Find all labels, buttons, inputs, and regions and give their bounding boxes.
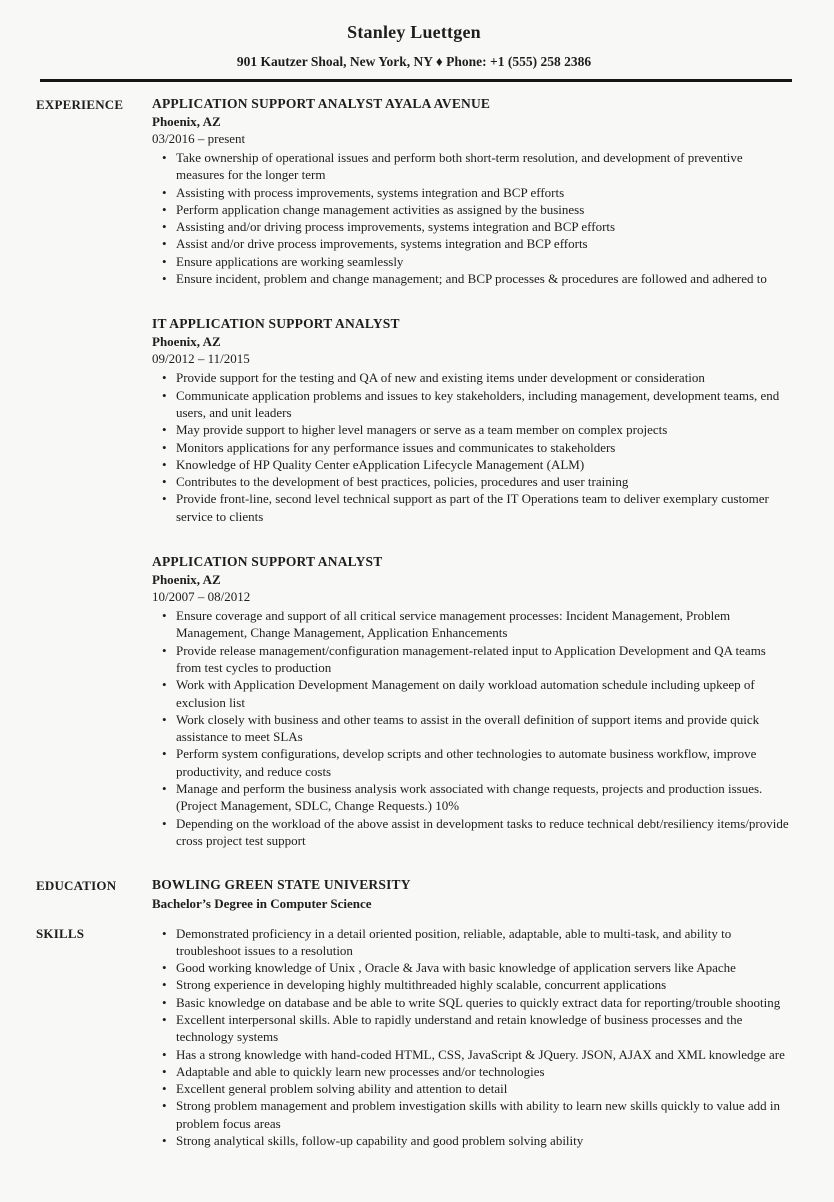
- job-title: IT APPLICATION SUPPORT ANALYST: [152, 316, 400, 332]
- bullet-item: • Has a strong knowledge with hand-coded HTML, CSS, JavaScript & JQuery. JSON, AJAX and XML knowledge are: [152, 1046, 792, 1063]
- bullet-item: • Depending on the workload of the above assist in development tasks to reduce technical debt/resiliency items/provide cross project test support: [152, 815, 792, 850]
- bullet-item: • Ensure incident, problem and change management; and BCP processes & procedures are followed and adhered to: [152, 270, 792, 287]
- job-entry: [152, 552, 792, 849]
- bullet-item: • Knowledge of HP Quality Center eApplication Lifecycle Management (ALM): [152, 456, 792, 473]
- section-label-experience: EXPERIENCE: [36, 97, 124, 112]
- job-dates: 03/2016 – present: [152, 131, 246, 146]
- resume-header: [36, 22, 792, 82]
- job-location: Phoenix, AZ: [152, 114, 221, 129]
- job-entry: [152, 94, 792, 287]
- degree-name: Bachelor’s Degree in Computer Science: [152, 896, 372, 912]
- job-bullet-list: [152, 369, 792, 525]
- bullet-item: • Demonstrated proficiency in a detail oriented position, reliable, adaptable, able to multi-task, and ability to troubleshoot issues to a resolution: [152, 925, 792, 960]
- bullet-item: • Strong analytical skills, follow-up capability and good problem solving ability: [152, 1132, 792, 1149]
- bullet-item: • Provide front-line, second level technical support as part of the IT Operations team to deliver exemplary customer service to clients: [152, 490, 792, 525]
- person-name: Stanley Luettgen: [347, 22, 481, 42]
- bullet-item: • Manage and perform the business analysis work associated with change requests, projects and production issues. (Project Management, SDLC, Change Requests.) 10%: [152, 780, 792, 815]
- skills-content: [152, 925, 792, 1150]
- bullet-item: • Ensure coverage and support of all critical service management processes: Incident Management, Problem Management, Change Management, Application Enhancements: [152, 607, 792, 642]
- bullet-item: • Excellent general problem solving ability and attention to detail: [152, 1080, 792, 1097]
- resume-body: [36, 82, 792, 1149]
- bullet-item: • Excellent interpersonal skills. Able to rapidly understand and retain knowledge of business processes and the technology systems: [152, 1011, 792, 1046]
- bullet-item: • Assisting and/or driving process improvements, systems integration and BCP efforts: [152, 218, 792, 235]
- bullet-item: • Assist and/or drive process improvements, systems integration and BCP efforts: [152, 235, 792, 252]
- bullet-item: • Communicate application problems and issues to key stakeholders, including management, development teams, end users, and unit leaders: [152, 387, 792, 422]
- section-label-education: EDUCATION: [36, 878, 117, 894]
- job-bullet-list: [152, 149, 792, 287]
- bullet-item: • Work closely with business and other teams to assist in the overall definition of support items and provide quick assistance to meet SLAs: [152, 711, 792, 746]
- bullet-item: • Basic knowledge on database and be able to write SQL queries to quickly extract data for reporting/trouble shooting: [152, 994, 792, 1011]
- section-label-skills: SKILLS: [36, 925, 85, 941]
- job-location: Phoenix, AZ: [152, 572, 221, 588]
- bullet-item: • Contributes to the development of best practices, policies, procedures and user training: [152, 473, 792, 490]
- education-content: [152, 875, 792, 912]
- bullet-item: • Provide support for the testing and QA of new and existing items under development or consideration: [152, 369, 792, 386]
- school-name: BOWLING GREEN STATE UNIVERSITY: [152, 877, 411, 893]
- bullet-item: • Ensure applications are working seamlessly: [152, 253, 792, 270]
- bullet-item: • Assisting with process improvements, systems integration and BCP efforts: [152, 184, 792, 201]
- bullet-item: • Good working knowledge of Unix , Oracle & Java with basic knowledge of application servers like Apache: [152, 959, 792, 976]
- experience-section: [36, 94, 792, 849]
- bullet-item: • Work with Application Development Management on daily workload automation schedule including upkeep of exclusion list: [152, 676, 792, 711]
- bullet-item: • Strong problem management and problem investigation skills with ability to learn new skills quickly to value add in problem focus areas: [152, 1097, 792, 1132]
- bullet-item: • May provide support to higher level managers or serve as a team member on complex projects: [152, 421, 792, 438]
- bullet-item: • Strong experience in developing highly multithreaded highly scalable, concurrent applications: [152, 976, 792, 993]
- job-bullet-list: [152, 607, 792, 849]
- bullet-item: • Take ownership of operational issues and perform both short-term resolution, and development of preventive measures for the longer term: [152, 149, 792, 184]
- job-location: Phoenix, AZ: [152, 334, 221, 350]
- bullet-item: • Adaptable and able to quickly learn new processes and/or technologies: [152, 1063, 792, 1080]
- contact-line: 901 Kautzer Shoal, New York, NY ♦ Phone: +1 (555) 258 2386: [236, 54, 592, 69]
- bullet-item: • Perform application change management activities as assigned by the business: [152, 201, 792, 218]
- job-dates: 10/2007 – 08/2012: [152, 589, 251, 605]
- experience-content: [152, 94, 792, 849]
- bullet-item: • Perform system configurations, develop scripts and other technologies to automate business workflow, improve productivity, and reduce costs: [152, 745, 792, 780]
- skills-bullet-list: [152, 925, 792, 1150]
- job-dates: 09/2012 – 11/2015: [152, 351, 250, 367]
- education-section: [36, 875, 792, 912]
- job-title: APPLICATION SUPPORT ANALYST: [152, 554, 383, 570]
- skills-section: [36, 925, 792, 1150]
- bullet-item: • Provide release management/configuration management-related input to Application Development and QA teams from test cycles to production: [152, 642, 792, 677]
- bullet-item: • Monitors applications for any performance issues and communicates to stakeholders: [152, 439, 792, 456]
- job-entry: [152, 314, 792, 525]
- job-title: APPLICATION SUPPORT ANALYST AYALA AVENUE: [152, 96, 491, 111]
